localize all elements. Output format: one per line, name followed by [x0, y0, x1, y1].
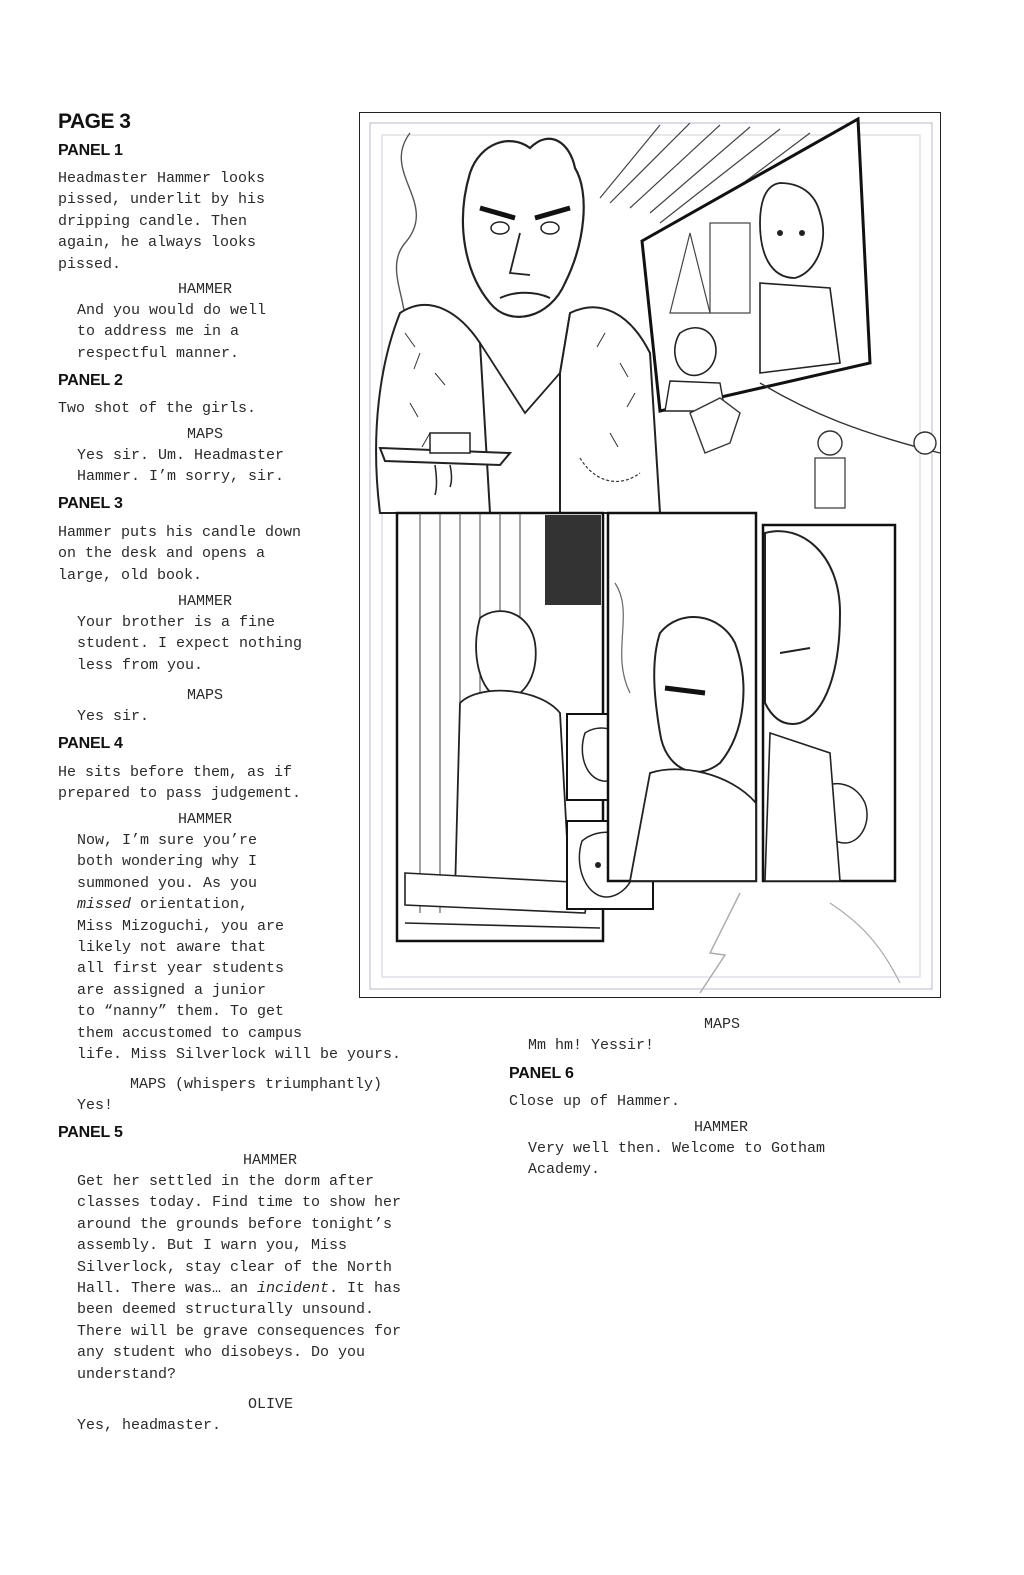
panel-2-action: Two shot of the girls.	[58, 400, 257, 417]
panel-5-speaker-2: OLIVE	[248, 1396, 294, 1413]
panel-4-dialog-part-c: Miss Mizoguchi, you are likely not aware that all first year students are assigned a junior to “nanny” them. To get them accustomed to campus life. Miss Silverlock will be yours.	[77, 917, 402, 1064]
stair-scene	[690, 383, 940, 508]
panel-2-heading: PANEL 2	[58, 372, 123, 389]
panel-4-dialog-1	[77, 830, 401, 1065]
panel-3-dialog-2: Yes sir.	[77, 708, 150, 725]
panel-4-action: He sits before them, as if prepared to pass judgement.	[58, 764, 302, 803]
panel-6-art	[763, 525, 895, 881]
panel-5-dialog-1	[77, 1171, 401, 1385]
panel-3-heading: PANEL 3	[58, 495, 123, 512]
panel-1-action: Headmaster Hammer looks pissed, underlit by his dripping candle. Then again, he always looks pissed.	[58, 170, 266, 273]
panel-3-speaker-2: MAPS	[187, 687, 224, 704]
panel-5-speaker-1: HAMMER	[243, 1152, 298, 1169]
panel-5-heading: PANEL 5	[58, 1124, 123, 1141]
panel-5-dialog-2: Yes, headmaster.	[77, 1417, 222, 1434]
panel-4-dialog-2: Yes!	[77, 1097, 114, 1114]
panel-2-art	[642, 119, 870, 411]
panel-2-dialog: Yes sir. Um. Headmaster Hammer. I’m sorry, sir.	[77, 447, 285, 486]
page-title: PAGE 3	[58, 110, 131, 133]
panel-6-heading: PANEL 6	[509, 1065, 574, 1082]
panel-1-heading: PANEL 1	[58, 142, 123, 159]
panel-4-heading: PANEL 4	[58, 735, 123, 752]
panel-5-dialog-part-a: Get her settled in the dorm after classes today. Find time to show her around the grounds before tonight’s assembly. But I warn you, Miss Silverlock, stay clear of the North Hall. There was… an	[77, 1173, 402, 1298]
panel-3-speaker-1: HAMMER	[178, 593, 233, 610]
panel-1-dialog: And you would do well to address me in a respectful manner.	[77, 302, 267, 362]
sketch-line	[830, 903, 900, 983]
comic-page-illustration	[360, 113, 942, 999]
panel-1-speaker: HAMMER	[178, 281, 233, 298]
comic-artwork	[359, 112, 941, 998]
panel-5-art	[608, 513, 756, 881]
panel-5-dialog-part-b: . It has been deemed structurally unsound. There will be grave consequences for any student who disobeys. Do you understand?	[77, 1280, 402, 1383]
lightning-sketch	[700, 893, 740, 993]
panel-6-action: Close up of Hammer.	[509, 1093, 681, 1110]
panel-4-speaker-1: HAMMER	[178, 811, 233, 828]
panel-4-speaker-2: MAPS (whispers triumphantly)	[130, 1076, 383, 1093]
panel-3-dialog-1: Your brother is a fine student. I expect nothing less from you.	[77, 614, 303, 674]
panel-4-dialog-part-b: orientation,	[131, 896, 249, 914]
panel-2-speaker: MAPS	[187, 426, 224, 443]
panel-6-speaker: HAMMER	[694, 1119, 749, 1136]
panel-5-dialog-emphasis: incident	[257, 1280, 330, 1298]
panel-3-action: Hammer puts his candle down on the desk and opens a large, old book.	[58, 524, 302, 584]
panel-5-maps-speaker: MAPS	[704, 1016, 741, 1033]
panel-6-dialog: Very well then. Welcome to Gotham Academy.	[528, 1140, 826, 1179]
panel-4-dialog-emphasis: missed	[77, 896, 132, 914]
panel-5-maps-dialog: Mm hm! Yessir!	[528, 1037, 655, 1054]
panel-4-dialog-part-a: Now, I’m sure you’re both wondering why I summoned you. As you	[77, 832, 258, 892]
